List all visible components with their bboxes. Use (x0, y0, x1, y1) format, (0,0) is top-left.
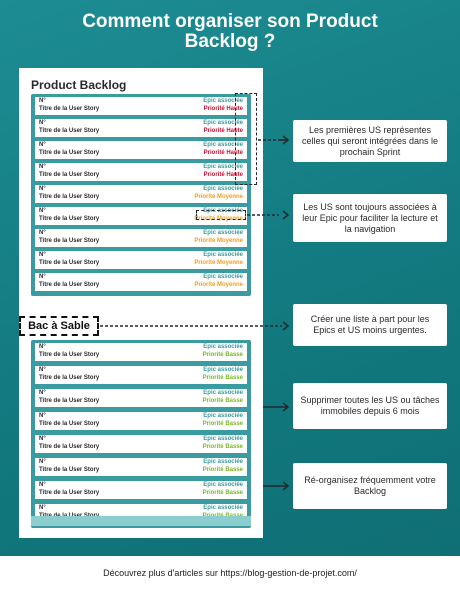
story-title: Titre de la User Story (39, 106, 100, 112)
story-epic: Epic associée (203, 505, 243, 511)
footer-text: Découvrez plus d'articles sur https://blog-gestion-de-projet.com/ (103, 568, 357, 578)
story-title: Titre de la User Story (39, 238, 100, 244)
story-title: Titre de la User Story (39, 194, 100, 200)
story-title: Titre de la User Story (39, 490, 100, 496)
story-number: N° (39, 274, 46, 280)
story-number: N° (39, 505, 46, 511)
note-reorganize: Ré-organisez fréquemment votre Backlog (293, 463, 447, 509)
story-number: N° (39, 344, 46, 350)
story-number: N° (39, 230, 46, 236)
story-number: N° (39, 482, 46, 488)
story-number: N° (39, 120, 46, 126)
story-title: Titre de la User Story (39, 150, 100, 156)
story-epic: Epic associée (203, 208, 243, 214)
story-priority: Priorité Moyenne (194, 260, 243, 266)
story-priority: Priorité Moyenne (194, 238, 243, 244)
story-title: Titre de la User Story (39, 282, 100, 288)
note-sandbox: Créer une liste à part pour les Epics et US moins urgentes. (293, 304, 447, 346)
story-epic: Epic associée (203, 436, 243, 442)
story-epic: Epic associée (203, 120, 243, 126)
story-number: N° (39, 142, 46, 148)
story-title: Titre de la User Story (39, 216, 100, 222)
story-number: N° (39, 164, 46, 170)
story-priority: Priorité Haute (203, 172, 243, 178)
story-number: N° (39, 367, 46, 373)
note-epic: Les US sont toujours associées à leur Epic pour faciliter la lecture et la navigation (293, 194, 447, 242)
story-priority: Priorité Moyenne (194, 194, 243, 200)
story-epic: Epic associée (203, 390, 243, 396)
story-priority: Priorité Basse (202, 467, 243, 473)
story-title: Titre de la User Story (39, 444, 100, 450)
story-epic: Epic associée (203, 459, 243, 465)
story-priority: Priorité Haute (203, 150, 243, 156)
story-epic: Epic associée (203, 142, 243, 148)
story-title: Titre de la User Story (39, 128, 100, 134)
story-title: Titre de la User Story (39, 398, 100, 404)
story-priority: Priorité Basse (202, 398, 243, 404)
story-title: Titre de la User Story (39, 260, 100, 266)
story-priority: Priorité Haute (203, 106, 243, 112)
story-title: Titre de la User Story (39, 467, 100, 473)
story-number: N° (39, 413, 46, 419)
story-epic: Epic associée (203, 413, 243, 419)
story-title: Titre de la User Story (39, 352, 100, 358)
title-line-2: Backlog ? (184, 31, 276, 52)
story-priority: Priorité Moyenne (194, 216, 243, 222)
story-epic: Epic associée (203, 186, 243, 192)
story-epic: Epic associée (203, 252, 243, 258)
story-priority: Priorité Basse (202, 490, 243, 496)
story-epic: Epic associée (203, 274, 243, 280)
story-number: N° (39, 186, 46, 192)
story-priority: Priorité Moyenne (194, 282, 243, 288)
story-number: N° (39, 98, 46, 104)
note-sprint: Les premières US représentes celles qui seront intégrées dans le prochain Sprint (293, 120, 447, 162)
story-title: Titre de la User Story (39, 375, 100, 381)
story-number: N° (39, 208, 46, 214)
story-epic: Epic associée (203, 164, 243, 170)
story-epic: Epic associée (203, 98, 243, 104)
story-title: Titre de la User Story (39, 421, 100, 427)
story-priority: Priorité Basse (202, 352, 243, 358)
story-priority: Priorité Basse (202, 421, 243, 427)
story-number: N° (39, 252, 46, 258)
story-priority: Priorité Haute (203, 128, 243, 134)
story-title: Titre de la User Story (39, 172, 100, 178)
title-line-1: Comment organiser son Product (82, 11, 378, 32)
story-number: N° (39, 390, 46, 396)
sandbox-label: Bac à Sable (28, 320, 90, 332)
story-epic: Epic associée (203, 482, 243, 488)
story-number: N° (39, 436, 46, 442)
story-priority: Priorité Basse (202, 444, 243, 450)
story-epic: Epic associée (203, 230, 243, 236)
note-delete: Supprimer toutes les US ou tâches immobiles depuis 6 mois (293, 383, 447, 429)
story-epic: Epic associée (203, 367, 243, 373)
story-priority: Priorité Basse (202, 375, 243, 381)
story-epic: Epic associée (203, 344, 243, 350)
panel-title: Product Backlog (31, 78, 127, 92)
story-number: N° (39, 459, 46, 465)
